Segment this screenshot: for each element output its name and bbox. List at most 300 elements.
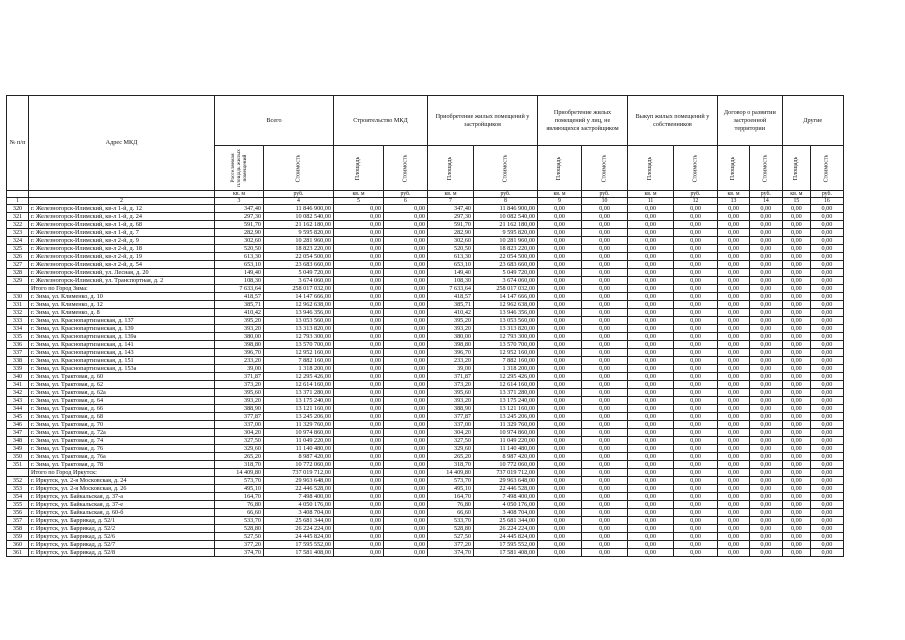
developer-cost: 1 318 200,00 bbox=[474, 365, 538, 373]
territory-area: 0,00 bbox=[718, 269, 750, 277]
developer-area: 233,20 bbox=[428, 357, 474, 365]
other-purchase-area: 0,00 bbox=[538, 453, 582, 461]
other-area: 0,00 bbox=[782, 205, 810, 213]
other-cost: 0,00 bbox=[811, 485, 844, 493]
other-area: 0,00 bbox=[782, 405, 810, 413]
total-area: 495,10 bbox=[215, 485, 264, 493]
other-cost: 0,00 bbox=[811, 229, 844, 237]
other-purchase-cost: 0,00 bbox=[582, 213, 628, 221]
total-area: 66,60 bbox=[215, 509, 264, 517]
buyout-area: 0,00 bbox=[628, 237, 674, 245]
territory-cost: 0,00 bbox=[750, 509, 783, 517]
territory-cost: 0,00 bbox=[750, 205, 783, 213]
other-cost: 0,00 bbox=[811, 533, 844, 541]
other-purchase-area: 0,00 bbox=[538, 477, 582, 485]
other-purchase-area: 0,00 bbox=[538, 461, 582, 469]
territory-cost: 0,00 bbox=[750, 477, 783, 485]
buyout-cost: 0,00 bbox=[674, 253, 718, 261]
total-area: 108,30 bbox=[215, 277, 264, 285]
other-purchase-area: 0,00 bbox=[538, 405, 582, 413]
total-cost: 9 595 820,00 bbox=[264, 229, 334, 237]
other-purchase-area: 0,00 bbox=[538, 381, 582, 389]
row-number: 332 bbox=[7, 309, 29, 317]
row-address: г. Иркутск, ул. 2-я Московская, д. 26 bbox=[29, 485, 215, 493]
territory-area: 0,00 bbox=[718, 477, 750, 485]
other-purchase-cost: 0,00 bbox=[582, 373, 628, 381]
other-area: 0,00 bbox=[782, 485, 810, 493]
other-cost: 0,00 bbox=[811, 381, 844, 389]
resettlement-table bbox=[6, 95, 844, 557]
total-cost: 13 313 820,00 bbox=[264, 325, 334, 333]
other-purchase-area: 0,00 bbox=[538, 413, 582, 421]
territory-area: 0,00 bbox=[718, 301, 750, 309]
table-row bbox=[7, 477, 844, 485]
row-address: г. Зима, ул. Краснопартизанская, д. 151 bbox=[29, 357, 215, 365]
other-cost: 0,00 bbox=[811, 517, 844, 525]
table-row bbox=[7, 413, 844, 421]
row-address: г. Зима, ул. Трактовая, д. 74 bbox=[29, 437, 215, 445]
total-area: 373,20 bbox=[215, 381, 264, 389]
unit-cell: руб. bbox=[582, 191, 628, 198]
developer-cost: 13 121 160,00 bbox=[474, 405, 538, 413]
other-purchase-area: 0,00 bbox=[538, 437, 582, 445]
other-purchase-cost: 0,00 bbox=[582, 541, 628, 549]
other-purchase-cost: 0,00 bbox=[582, 237, 628, 245]
other-cost: 0,00 bbox=[811, 453, 844, 461]
total-cost: 11 846 900,00 bbox=[264, 205, 334, 213]
other-purchase-cost: 0,00 bbox=[582, 533, 628, 541]
territory-area: 0,00 bbox=[718, 445, 750, 453]
buyout-cost: 0,00 bbox=[674, 437, 718, 445]
other-area: 0,00 bbox=[782, 317, 810, 325]
buyout-area: 0,00 bbox=[628, 413, 674, 421]
row-address: г. Железногорск-Илимский, кв-л 2-й, д. 9 bbox=[29, 237, 215, 245]
total-cost: 13 053 560,00 bbox=[264, 317, 334, 325]
row-number: 345 bbox=[7, 413, 29, 421]
other-area: 0,00 bbox=[782, 365, 810, 373]
total-area: 653,10 bbox=[215, 261, 264, 269]
row-number: 338 bbox=[7, 357, 29, 365]
other-area: 0,00 bbox=[782, 525, 810, 533]
column-number-cell: 2 bbox=[29, 198, 215, 205]
header-group-other: Другие bbox=[782, 96, 843, 146]
territory-cost: 0,00 bbox=[750, 237, 783, 245]
developer-area: 7 633,64 bbox=[428, 285, 474, 293]
developer-cost: 258 017 032,00 bbox=[474, 285, 538, 293]
row-number: 322 bbox=[7, 221, 29, 229]
construction-area: 0,00 bbox=[334, 221, 384, 229]
buyout-cost: 0,00 bbox=[674, 421, 718, 429]
column-number-cell: 6 bbox=[384, 198, 428, 205]
territory-area: 0,00 bbox=[718, 293, 750, 301]
unit-cell: руб. bbox=[264, 191, 334, 198]
territory-cost: 0,00 bbox=[750, 533, 783, 541]
territory-area: 0,00 bbox=[718, 205, 750, 213]
header-group-total: Всего bbox=[215, 96, 334, 146]
developer-area: 520,50 bbox=[428, 245, 474, 253]
total-cost: 13 175 240,00 bbox=[264, 397, 334, 405]
row-number: 359 bbox=[7, 533, 29, 541]
buyout-cost: 0,00 bbox=[674, 277, 718, 285]
unit-cell: кв. м bbox=[334, 191, 384, 198]
construction-area: 0,00 bbox=[334, 293, 384, 301]
total-cost: 10 974 860,00 bbox=[264, 429, 334, 437]
total-cost: 11 049 220,00 bbox=[264, 437, 334, 445]
total-area: 282,90 bbox=[215, 229, 264, 237]
territory-cost: 0,00 bbox=[750, 285, 783, 293]
developer-area: 76,80 bbox=[428, 501, 474, 509]
territory-cost: 0,00 bbox=[750, 493, 783, 501]
buyout-cost: 0,00 bbox=[674, 317, 718, 325]
developer-area: 613,30 bbox=[428, 253, 474, 261]
buyout-area: 0,00 bbox=[628, 277, 674, 285]
row-number: 331 bbox=[7, 301, 29, 309]
territory-cost: 0,00 bbox=[750, 525, 783, 533]
buyout-area: 0,00 bbox=[628, 477, 674, 485]
construction-area: 0,00 bbox=[334, 485, 384, 493]
other-area: 0,00 bbox=[782, 245, 810, 253]
total-area: 14 409,80 bbox=[215, 469, 264, 477]
developer-cost: 10 772 060,00 bbox=[474, 461, 538, 469]
construction-cost: 0,00 bbox=[384, 461, 428, 469]
developer-cost: 13 313 820,00 bbox=[474, 325, 538, 333]
construction-cost: 0,00 bbox=[384, 245, 428, 253]
column-number-cell: 1 bbox=[7, 198, 29, 205]
buyout-cost: 0,00 bbox=[674, 333, 718, 341]
total-cost: 5 049 720,00 bbox=[264, 269, 334, 277]
other-purchase-cost: 0,00 bbox=[582, 317, 628, 325]
other-area: 0,00 bbox=[782, 413, 810, 421]
other-area: 0,00 bbox=[782, 341, 810, 349]
total-cost: 11 329 760,00 bbox=[264, 421, 334, 429]
developer-area: 337,00 bbox=[428, 421, 474, 429]
construction-area: 0,00 bbox=[334, 429, 384, 437]
other-purchase-area: 0,00 bbox=[538, 429, 582, 437]
territory-area: 0,00 bbox=[718, 453, 750, 461]
other-purchase-area: 0,00 bbox=[538, 509, 582, 517]
total-cost: 25 681 344,00 bbox=[264, 517, 334, 525]
construction-cost: 0,00 bbox=[384, 357, 428, 365]
other-area: 0,00 bbox=[782, 221, 810, 229]
other-cost: 0,00 bbox=[811, 261, 844, 269]
other-cost: 0,00 bbox=[811, 437, 844, 445]
total-area: 396,70 bbox=[215, 349, 264, 357]
developer-area: 347,40 bbox=[428, 205, 474, 213]
total-area: 591,70 bbox=[215, 221, 264, 229]
row-number: 337 bbox=[7, 349, 29, 357]
table-row bbox=[7, 541, 844, 549]
row-address: г. Зима, ул. Краснопартизанская, д. 139 bbox=[29, 325, 215, 333]
other-purchase-cost: 0,00 bbox=[582, 525, 628, 533]
other-area: 0,00 bbox=[782, 429, 810, 437]
developer-cost: 13 570 700,00 bbox=[474, 341, 538, 349]
other-cost: 0,00 bbox=[811, 493, 844, 501]
row-number: 348 bbox=[7, 437, 29, 445]
buyout-cost: 0,00 bbox=[674, 549, 718, 557]
other-area: 0,00 bbox=[782, 493, 810, 501]
buyout-area: 0,00 bbox=[628, 285, 674, 293]
row-number bbox=[7, 469, 29, 477]
unit-cell: руб. bbox=[474, 191, 538, 198]
construction-area: 0,00 bbox=[334, 533, 384, 541]
row-address: г. Зима, ул. Трактовая, д. 64 bbox=[29, 397, 215, 405]
other-area: 0,00 bbox=[782, 397, 810, 405]
construction-cost: 0,00 bbox=[384, 509, 428, 517]
developer-area: 329,60 bbox=[428, 445, 474, 453]
construction-area: 0,00 bbox=[334, 525, 384, 533]
other-area: 0,00 bbox=[782, 389, 810, 397]
construction-cost: 0,00 bbox=[384, 381, 428, 389]
developer-area: 393,20 bbox=[428, 397, 474, 405]
buyout-cost: 0,00 bbox=[674, 349, 718, 357]
buyout-area: 0,00 bbox=[628, 357, 674, 365]
construction-area: 0,00 bbox=[334, 493, 384, 501]
construction-area: 0,00 bbox=[334, 277, 384, 285]
territory-area: 0,00 bbox=[718, 525, 750, 533]
total-area: 398,80 bbox=[215, 341, 264, 349]
buyout-cost: 0,00 bbox=[674, 485, 718, 493]
developer-cost: 14 147 666,00 bbox=[474, 293, 538, 301]
row-number: 358 bbox=[7, 525, 29, 533]
total-cost: 8 987 420,00 bbox=[264, 453, 334, 461]
developer-cost: 12 952 160,00 bbox=[474, 349, 538, 357]
column-number-cell: 13 bbox=[718, 198, 750, 205]
other-purchase-cost: 0,00 bbox=[582, 349, 628, 357]
buyout-area: 0,00 bbox=[628, 461, 674, 469]
buyout-cost: 0,00 bbox=[674, 325, 718, 333]
territory-cost: 0,00 bbox=[750, 357, 783, 365]
territory-cost: 0,00 bbox=[750, 381, 783, 389]
territory-area: 0,00 bbox=[718, 485, 750, 493]
construction-area: 0,00 bbox=[334, 405, 384, 413]
developer-cost: 12 962 638,00 bbox=[474, 301, 538, 309]
buyout-cost: 0,00 bbox=[674, 445, 718, 453]
other-cost: 0,00 bbox=[811, 237, 844, 245]
territory-area: 0,00 bbox=[718, 493, 750, 501]
other-area: 0,00 bbox=[782, 381, 810, 389]
buyout-cost: 0,00 bbox=[674, 453, 718, 461]
developer-cost: 29 963 648,00 bbox=[474, 477, 538, 485]
header-group-construction: Строительство МКД bbox=[334, 96, 428, 146]
buyout-cost: 0,00 bbox=[674, 221, 718, 229]
other-purchase-cost: 0,00 bbox=[582, 221, 628, 229]
unit-cell: руб. bbox=[674, 191, 718, 198]
buyout-area: 0,00 bbox=[628, 533, 674, 541]
developer-area: 385,71 bbox=[428, 301, 474, 309]
territory-area: 0,00 bbox=[718, 285, 750, 293]
total-cost: 26 224 224,00 bbox=[264, 525, 334, 533]
construction-cost: 0,00 bbox=[384, 413, 428, 421]
row-address: г. Железногорск-Илимский, кв-л 1-й, д. 68 bbox=[29, 221, 215, 229]
total-cost: 10 772 060,00 bbox=[264, 461, 334, 469]
other-area: 0,00 bbox=[782, 277, 810, 285]
territory-area: 0,00 bbox=[718, 469, 750, 477]
construction-cost: 0,00 bbox=[384, 221, 428, 229]
construction-area: 0,00 bbox=[334, 477, 384, 485]
developer-cost: 24 445 824,00 bbox=[474, 533, 538, 541]
other-area: 0,00 bbox=[782, 453, 810, 461]
buyout-cost: 0,00 bbox=[674, 525, 718, 533]
construction-cost: 0,00 bbox=[384, 541, 428, 549]
total-cost: 13 245 206,00 bbox=[264, 413, 334, 421]
construction-area: 0,00 bbox=[334, 453, 384, 461]
buyout-area: 0,00 bbox=[628, 333, 674, 341]
developer-cost: 13 371 280,00 bbox=[474, 389, 538, 397]
other-purchase-area: 0,00 bbox=[538, 285, 582, 293]
territory-area: 0,00 bbox=[718, 405, 750, 413]
territory-cost: 0,00 bbox=[750, 213, 783, 221]
developer-cost: 22 054 500,00 bbox=[474, 253, 538, 261]
total-cost: 22 446 528,00 bbox=[264, 485, 334, 493]
total-area: 418,57 bbox=[215, 293, 264, 301]
other-cost: 0,00 bbox=[811, 509, 844, 517]
row-number: 325 bbox=[7, 245, 29, 253]
unit-cell: кв. м bbox=[538, 191, 582, 198]
construction-area: 0,00 bbox=[334, 509, 384, 517]
other-cost: 0,00 bbox=[811, 421, 844, 429]
construction-area: 0,00 bbox=[334, 245, 384, 253]
other-cost: 0,00 bbox=[811, 445, 844, 453]
row-address: г. Зима, ул. Краснопартизанская, д. 143 bbox=[29, 349, 215, 357]
territory-area: 0,00 bbox=[718, 381, 750, 389]
column-number-cell: 12 bbox=[674, 198, 718, 205]
developer-cost: 737 019 712,00 bbox=[474, 469, 538, 477]
buyout-cost: 0,00 bbox=[674, 357, 718, 365]
construction-area: 0,00 bbox=[334, 341, 384, 349]
other-cost: 0,00 bbox=[811, 301, 844, 309]
construction-cost: 0,00 bbox=[384, 341, 428, 349]
other-area: 0,00 bbox=[782, 373, 810, 381]
other-cost: 0,00 bbox=[811, 501, 844, 509]
buyout-cost: 0,00 bbox=[674, 285, 718, 293]
developer-cost: 13 053 560,00 bbox=[474, 317, 538, 325]
table-row bbox=[7, 213, 844, 221]
header-subcol-area: Площадь bbox=[718, 146, 750, 191]
buyout-area: 0,00 bbox=[628, 501, 674, 509]
other-area: 0,00 bbox=[782, 253, 810, 261]
other-purchase-area: 0,00 bbox=[538, 293, 582, 301]
developer-area: 528,80 bbox=[428, 525, 474, 533]
table-row bbox=[7, 309, 844, 317]
table-row bbox=[7, 533, 844, 541]
other-purchase-cost: 0,00 bbox=[582, 381, 628, 389]
territory-cost: 0,00 bbox=[750, 253, 783, 261]
other-cost: 0,00 bbox=[811, 325, 844, 333]
row-number: 342 bbox=[7, 389, 29, 397]
developer-cost: 4 050 176,00 bbox=[474, 501, 538, 509]
developer-cost: 7 882 160,00 bbox=[474, 357, 538, 365]
other-cost: 0,00 bbox=[811, 333, 844, 341]
table-row bbox=[7, 245, 844, 253]
row-number bbox=[7, 285, 29, 293]
territory-cost: 0,00 bbox=[750, 405, 783, 413]
other-purchase-cost: 0,00 bbox=[582, 205, 628, 213]
row-number: 321 bbox=[7, 213, 29, 221]
construction-area: 0,00 bbox=[334, 269, 384, 277]
table-row bbox=[7, 517, 844, 525]
other-purchase-area: 0,00 bbox=[538, 493, 582, 501]
territory-cost: 0,00 bbox=[750, 461, 783, 469]
total-area: 76,80 bbox=[215, 501, 264, 509]
developer-cost: 10 974 860,00 bbox=[474, 429, 538, 437]
other-cost: 0,00 bbox=[811, 389, 844, 397]
developer-cost: 18 823 220,00 bbox=[474, 245, 538, 253]
territory-area: 0,00 bbox=[718, 237, 750, 245]
construction-cost: 0,00 bbox=[384, 325, 428, 333]
row-number: 329 bbox=[7, 277, 29, 285]
buyout-cost: 0,00 bbox=[674, 517, 718, 525]
other-purchase-cost: 0,00 bbox=[582, 285, 628, 293]
table-row bbox=[7, 421, 844, 429]
column-number-cell: 8 bbox=[474, 198, 538, 205]
construction-area: 0,00 bbox=[334, 237, 384, 245]
other-cost: 0,00 bbox=[811, 213, 844, 221]
buyout-cost: 0,00 bbox=[674, 541, 718, 549]
construction-area: 0,00 bbox=[334, 301, 384, 309]
row-number: 350 bbox=[7, 453, 29, 461]
other-purchase-area: 0,00 bbox=[538, 213, 582, 221]
row-address: г. Зима, ул. Краснопартизанская, д. 153а bbox=[29, 365, 215, 373]
total-area: 388,90 bbox=[215, 405, 264, 413]
developer-area: 14 409,80 bbox=[428, 469, 474, 477]
other-purchase-cost: 0,00 bbox=[582, 549, 628, 557]
developer-cost: 17 595 552,00 bbox=[474, 541, 538, 549]
construction-cost: 0,00 bbox=[384, 493, 428, 501]
row-address: г. Иркутск, ул. Баррикад, д. 52/6 bbox=[29, 533, 215, 541]
construction-area: 0,00 bbox=[334, 253, 384, 261]
column-number-cell: 16 bbox=[811, 198, 844, 205]
buyout-cost: 0,00 bbox=[674, 389, 718, 397]
territory-area: 0,00 bbox=[718, 317, 750, 325]
developer-area: 371,87 bbox=[428, 373, 474, 381]
developer-area: 304,20 bbox=[428, 429, 474, 437]
other-purchase-area: 0,00 bbox=[538, 301, 582, 309]
other-area: 0,00 bbox=[782, 509, 810, 517]
row-number: 340 bbox=[7, 373, 29, 381]
row-number: 320 bbox=[7, 205, 29, 213]
developer-cost: 13 175 240,00 bbox=[474, 397, 538, 405]
other-purchase-cost: 0,00 bbox=[582, 357, 628, 365]
total-area: 395,60 bbox=[215, 389, 264, 397]
territory-cost: 0,00 bbox=[750, 309, 783, 317]
other-area: 0,00 bbox=[782, 437, 810, 445]
row-number: 352 bbox=[7, 477, 29, 485]
developer-cost: 26 224 224,00 bbox=[474, 525, 538, 533]
territory-cost: 0,00 bbox=[750, 277, 783, 285]
other-cost: 0,00 bbox=[811, 349, 844, 357]
row-address: г. Зима, ул. Трактовая, д. 66 bbox=[29, 405, 215, 413]
construction-area: 0,00 bbox=[334, 365, 384, 373]
other-area: 0,00 bbox=[782, 349, 810, 357]
territory-area: 0,00 bbox=[718, 549, 750, 557]
table-row bbox=[7, 461, 844, 469]
developer-area: 302,60 bbox=[428, 237, 474, 245]
table-row bbox=[7, 325, 844, 333]
column-number-row bbox=[7, 198, 844, 205]
other-area: 0,00 bbox=[782, 261, 810, 269]
construction-cost: 0,00 bbox=[384, 501, 428, 509]
total-area: 385,71 bbox=[215, 301, 264, 309]
row-number: 353 bbox=[7, 485, 29, 493]
row-address: г. Иркутск, ул. Баррикад, д. 52/8 bbox=[29, 549, 215, 557]
other-purchase-cost: 0,00 bbox=[582, 453, 628, 461]
other-purchase-cost: 0,00 bbox=[582, 333, 628, 341]
buyout-cost: 0,00 bbox=[674, 469, 718, 477]
buyout-area: 0,00 bbox=[628, 525, 674, 533]
developer-cost: 13 245 206,00 bbox=[474, 413, 538, 421]
header-subcol-area: Площадь bbox=[538, 146, 582, 191]
other-cost: 0,00 bbox=[811, 525, 844, 533]
